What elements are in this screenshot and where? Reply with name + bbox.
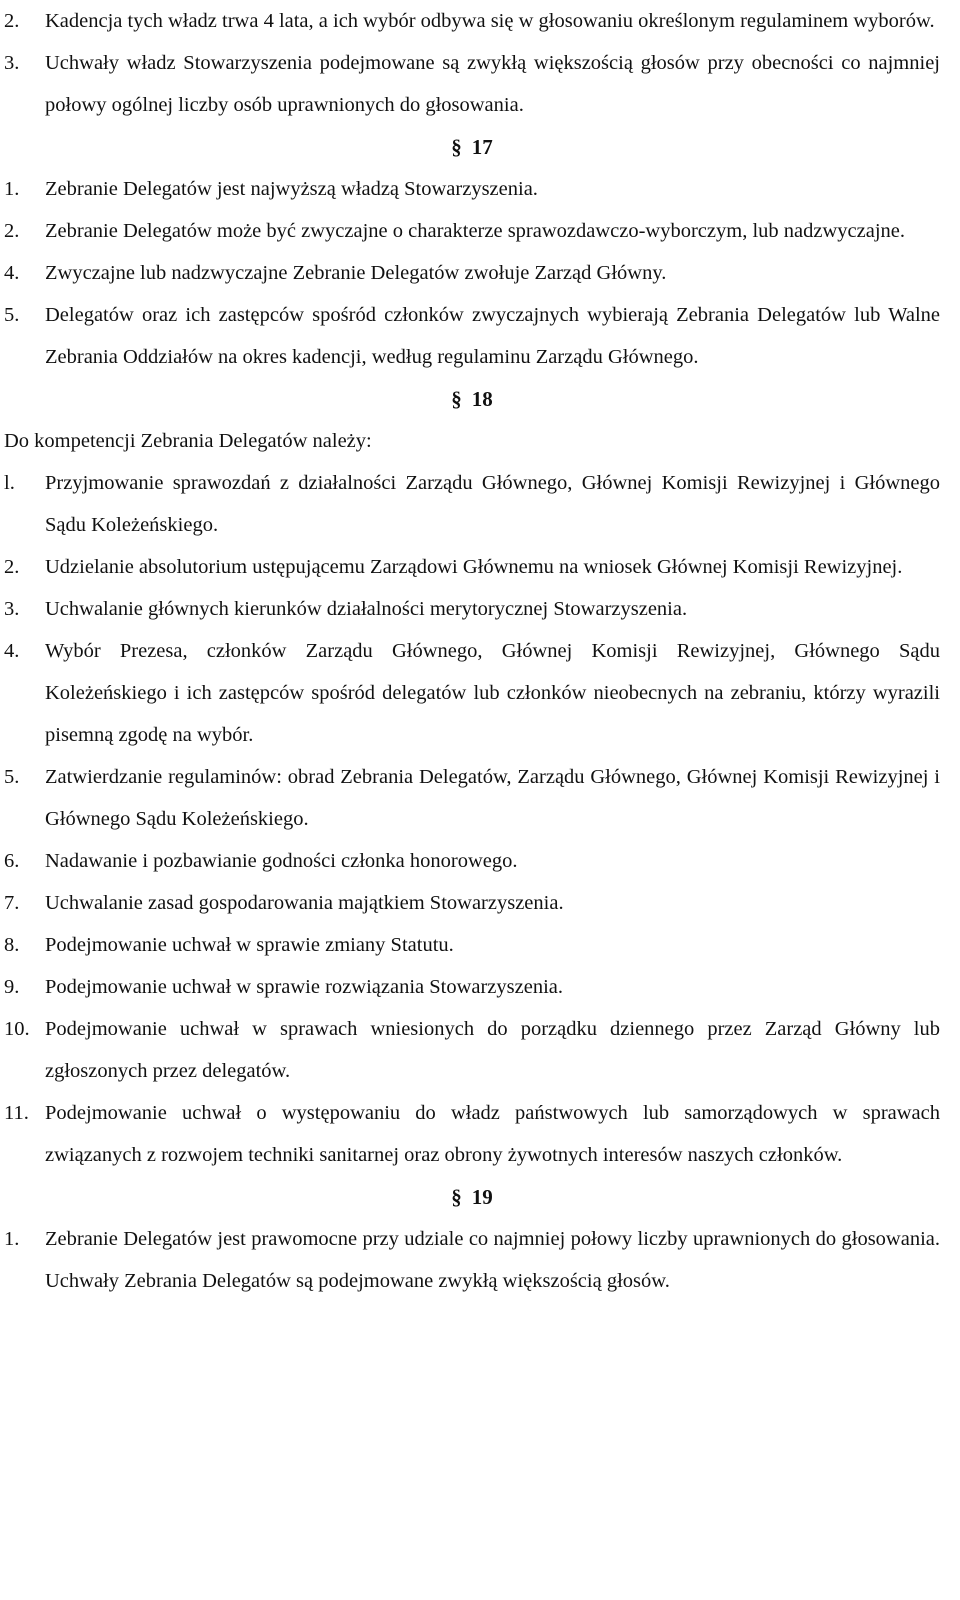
item-number: 5. bbox=[4, 766, 20, 788]
list-item bbox=[4, 1218, 940, 1302]
item-number: 3. bbox=[4, 52, 20, 74]
list-item bbox=[4, 252, 940, 294]
list-item bbox=[4, 42, 940, 126]
list-item bbox=[4, 588, 940, 630]
item-number: 4. bbox=[4, 262, 20, 284]
item-text: Wybór Prezesa, członków Zarządu Głównego, Głównej Komisji Rewizyjnej, Głównego Sądu Koleżeńskiego i ich zastępców spośród delegatów lub członków nieobecnych na zebraniu, którzy wyrazili pisemną zgodę na wybór. bbox=[45, 640, 940, 746]
item-number: 4. bbox=[4, 640, 20, 662]
item-number: 1. bbox=[4, 1228, 20, 1250]
list-item bbox=[4, 1008, 940, 1092]
section-number: 17 bbox=[471, 135, 493, 159]
item-text: Uchwały władz Stowarzyszenia podejmowane są zwykłą większością głosów przy obecności co najmniej połowy ogólnej liczby osób uprawnionych do głosowania. bbox=[45, 52, 940, 116]
list-item bbox=[4, 294, 940, 378]
item-text: Podejmowanie uchwał o występowaniu do władz państwowych lub samorządowych w sprawach związanych z rozwojem techniki sanitarnej oraz obrony żywotnych interesów naszych członków. bbox=[45, 1102, 940, 1166]
list-item bbox=[4, 882, 940, 924]
section-heading-17 bbox=[4, 126, 940, 168]
list-item bbox=[4, 840, 940, 882]
item-number: 2. bbox=[4, 556, 20, 578]
item-text: Uchwalanie głównych kierunków działalności merytorycznej Stowarzyszenia. bbox=[45, 598, 688, 620]
item-number: 10. bbox=[4, 1018, 30, 1040]
list-item bbox=[4, 630, 940, 756]
item-text: Udzielanie absolutorium ustępującemu Zarządowi Głównemu na wniosek Głównej Komisji Rewizyjnej. bbox=[45, 556, 903, 578]
item-text: Uchwalanie zasad gospodarowania majątkiem Stowarzyszenia. bbox=[45, 892, 564, 914]
item-number: 1. bbox=[4, 178, 20, 200]
item-number: 3. bbox=[4, 598, 20, 620]
item-text: Zebranie Delegatów może być zwyczajne o charakterze sprawozdawczo-wyborczym, lub nadzwyczajne. bbox=[45, 220, 905, 242]
list-item bbox=[4, 168, 940, 210]
item-text: Delegatów oraz ich zastępców spośród członków zwyczajnych wybierają Zebrania Delegatów lub Walne Zebrania Oddziałów na okres kadencji, według regulaminu Zarządu Głównego. bbox=[45, 304, 940, 368]
item-text: Podejmowanie uchwał w sprawach wniesionych do porządku dziennego przez Zarząd Główny lub zgłoszonych przez delegatów. bbox=[45, 1018, 940, 1082]
section-heading-18 bbox=[4, 378, 940, 420]
list-item bbox=[4, 1092, 940, 1176]
list-item bbox=[4, 546, 940, 588]
item-number: 8. bbox=[4, 934, 20, 956]
list-item bbox=[4, 756, 940, 840]
section-symbol: § bbox=[451, 135, 462, 159]
item-text: Podejmowanie uchwał w sprawie zmiany Statutu. bbox=[45, 934, 454, 956]
item-number: 2. bbox=[4, 10, 20, 32]
item-number: 11. bbox=[4, 1102, 29, 1124]
section-heading-19 bbox=[4, 1176, 940, 1218]
item-number: 7. bbox=[4, 892, 20, 914]
list-item bbox=[4, 210, 940, 252]
item-text: Podejmowanie uchwał w sprawie rozwiązania Stowarzyszenia. bbox=[45, 976, 564, 998]
item-number: l. bbox=[4, 472, 15, 494]
item-number: 2. bbox=[4, 220, 20, 242]
section-number: 19 bbox=[471, 1185, 493, 1209]
item-number: 9. bbox=[4, 976, 20, 998]
item-text: Zebranie Delegatów jest najwyższą władzą Stowarzyszenia. bbox=[45, 178, 538, 200]
item-text: Kadencja tych władz trwa 4 lata, a ich wybór odbywa się w głosowaniu określonym regulaminem wyborów. bbox=[45, 10, 935, 32]
intro-text: Do kompetencji Zebrania Delegatów należy: bbox=[4, 430, 372, 452]
item-text: Zebranie Delegatów jest prawomocne przy udziale co najmniej połowy liczby uprawnionych do głosowania. Uchwały Zebrania Delegatów są podejmowane zwykłą większością głosów. bbox=[45, 1228, 940, 1292]
section-symbol: § bbox=[451, 1185, 462, 1209]
item-number: 6. bbox=[4, 850, 20, 872]
item-text: Zwyczajne lub nadzwyczajne Zebranie Delegatów zwołuje Zarząd Główny. bbox=[45, 262, 667, 284]
section-number: 18 bbox=[471, 387, 493, 411]
list-item bbox=[4, 0, 940, 42]
item-text: Zatwierdzanie regulaminów: obrad Zebrania Delegatów, Zarządu Głównego, Głównej Komisji Rewizyjnej i Głównego Sądu Koleżeńskiego. bbox=[45, 766, 940, 830]
item-number: 5. bbox=[4, 304, 20, 326]
item-text: Przyjmowanie sprawozdań z działalności Zarządu Głównego, Głównej Komisji Rewizyjnej i Głównego Sądu Koleżeńskiego. bbox=[45, 472, 940, 536]
section-symbol: § bbox=[451, 387, 462, 411]
list-item bbox=[4, 462, 940, 546]
list-item bbox=[4, 924, 940, 966]
item-text: Nadawanie i pozbawianie godności członka honorowego. bbox=[45, 850, 518, 872]
list-item bbox=[4, 966, 940, 1008]
